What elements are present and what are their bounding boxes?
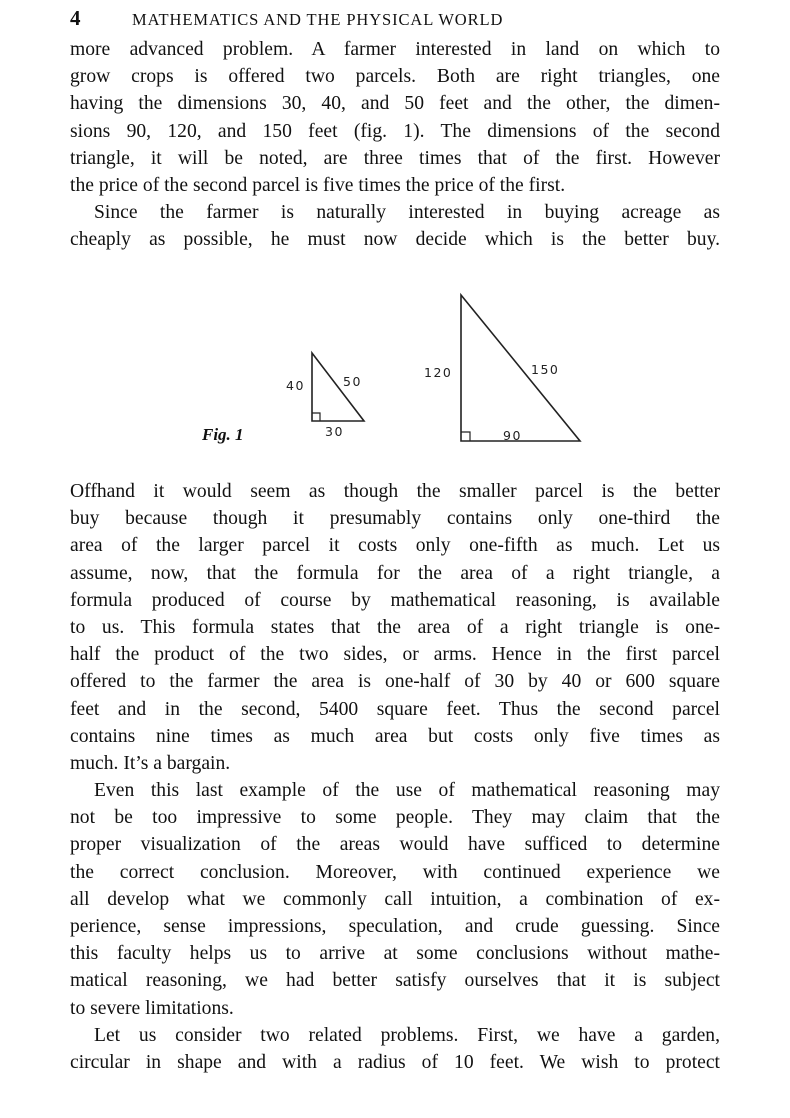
small-horizontal-label: 30 <box>325 424 344 439</box>
text-line: area of the larger parcel it costs only one-fifth as much. Let us <box>70 535 720 557</box>
text-line: much. It’s a bargain. <box>70 752 231 774</box>
running-head-title: MATHEMATICS AND THE PHYSICAL WORLD <box>132 10 504 29</box>
text-line: perience, sense impressions, speculation, and crude guessing. Since <box>70 916 720 937</box>
text-line: buy because though it presumably contains only one-third the <box>70 508 720 530</box>
large-hypotenuse-label: 150 <box>531 362 560 377</box>
large-vertical-label: 120 <box>424 365 453 380</box>
text-line: contains nine times as much area but costs only five times as <box>70 725 720 747</box>
text-line: sions 90, 120, and 150 feet (fig. 1). The dimensions of the second <box>70 120 720 142</box>
text-line: to us. This formula states that the area of a right triangle is one- <box>70 616 720 638</box>
page-number: 4 <box>70 6 81 30</box>
small-hypotenuse-label: 50 <box>343 374 362 389</box>
text-line: Even this last example of the use of mathematical reasoning may <box>94 780 720 802</box>
text-line: assume, now, that the formula for the area of a right triangle, a <box>70 562 720 584</box>
paragraph-2 <box>70 199 720 253</box>
text-line: the price of the second parcel is five times the price of the first. <box>70 174 566 196</box>
text-line: grow crops is offered two parcels. Both are right triangles, one <box>70 66 720 88</box>
text-line: offered to the farmer the area is one-half of 30 by 40 or 600 square <box>70 671 720 693</box>
text-line: Let us consider two related problems. First, we have a garden, <box>94 1024 720 1046</box>
paragraph-3 <box>70 478 720 777</box>
large-horizontal-label: 90 <box>503 428 522 443</box>
triangles-diagram <box>0 280 790 460</box>
text-line: Since the farmer is naturally interested in buying acreage as <box>94 202 720 224</box>
text-block-bottom <box>70 478 720 1076</box>
text-line: proper visualization of the areas would have sufficed to determine <box>70 834 720 856</box>
text-line: having the dimensions 30, 40, and 50 feet and the other, the dimen- <box>70 93 720 115</box>
text-line: feet and in the second, 5400 square feet. Thus the second parcel <box>70 698 720 720</box>
running-head <box>70 6 720 32</box>
paragraph-1 <box>70 36 720 199</box>
small-right-angle-mark <box>312 413 320 421</box>
text-line: not be too impressive to some people. They may claim that the <box>70 807 720 829</box>
text-block-top <box>70 36 720 254</box>
large-right-angle-mark <box>461 432 470 441</box>
text-line: cheaply as possible, he must now decide which is the better buy. <box>70 229 720 251</box>
text-line: matical reasoning, we had better satisfy ourselves that it is subject <box>70 970 720 992</box>
paragraph-4 <box>70 777 720 1022</box>
figure-1 <box>0 280 790 460</box>
text-line: triangle, it will be noted, are three times that of the first. However <box>70 147 720 169</box>
text-line: Offhand it would seem as though the smaller parcel is the better <box>70 481 720 502</box>
text-line: circular in shape and with a radius of 10 feet. We wish to protect <box>70 1051 720 1073</box>
text-line: all develop what we commonly call intuition, a combination of ex- <box>70 888 720 910</box>
small-vertical-label: 40 <box>286 378 305 393</box>
paragraph-5 <box>70 1022 720 1076</box>
text-line: this faculty helps us to arrive at some conclusions without mathe- <box>70 943 720 965</box>
text-line: to severe limitations. <box>70 997 234 1019</box>
text-line: more advanced problem. A farmer interested in land on which to <box>70 39 720 60</box>
large-triangle <box>461 295 580 441</box>
text-line: the correct conclusion. Moreover, with continued experience we <box>70 861 720 883</box>
text-line: formula produced of course by mathematical reasoning, is available <box>70 589 720 611</box>
figure-caption: Fig. 1 <box>202 425 244 444</box>
text-line: half the product of the two sides, or arms. Hence in the first parcel <box>70 644 720 666</box>
